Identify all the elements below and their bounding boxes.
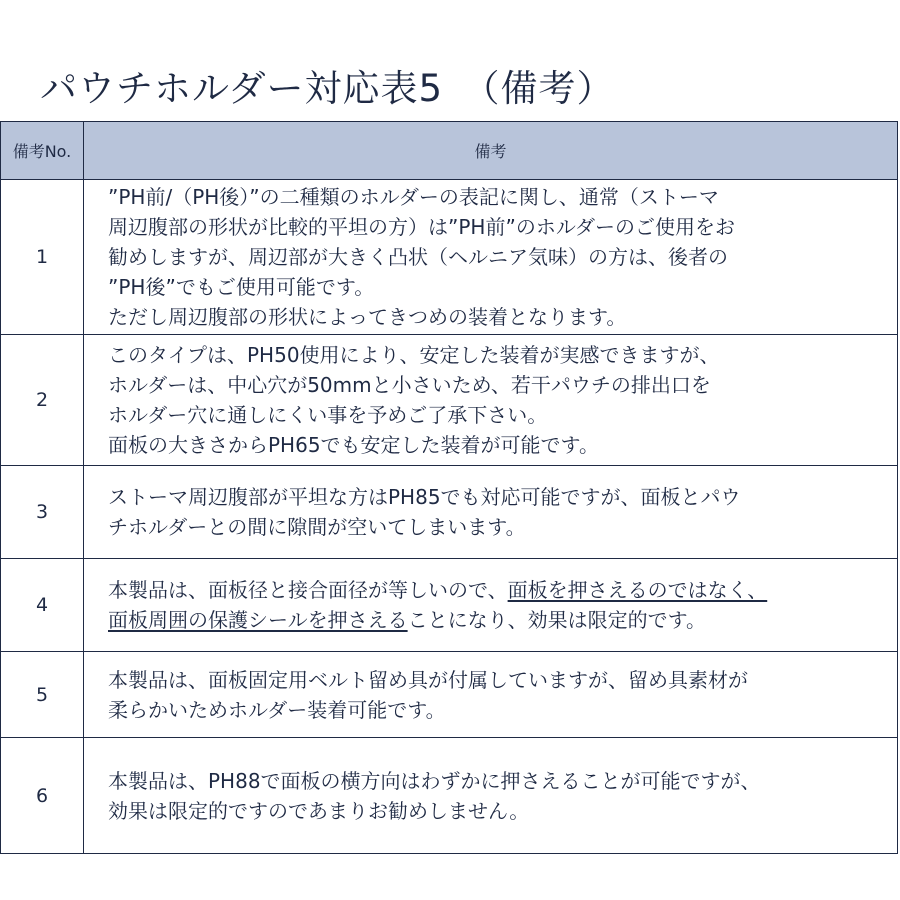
note-line: 効果は限定的ですのであまりお勧めしません。 [108,798,530,823]
note-line: ”PH前/（PH後）”の二種類のホルダーの表記に関し、通常（ストーマ [108,185,719,209]
row-number: 6 [1,738,84,854]
note-line: 柔らかいためホルダー装着可能です。 [108,697,446,722]
row-note [84,335,898,466]
note-line: ただし周辺腹部の形状によってきつめの装着となります。 [108,305,627,329]
table-row [1,559,898,652]
underlined-text: 面板を押さえるのではなく、 [507,578,768,602]
note-line: このタイプは、PH50使用により、安定した装着が実感できますが、 [108,343,720,367]
column-header-number: 備考No. [1,122,84,180]
row-note [84,180,898,335]
table-row [1,652,898,738]
row-note [84,559,898,652]
underlined-text: 面板周囲の保護シールを押さえる [108,608,408,632]
row-note [84,652,898,738]
note-line: 周辺腹部の形状が比較的平坦の方）は”PH前”のホルダーのご使用をお [108,215,736,239]
row-number: 2 [1,335,84,466]
notes-table [0,121,898,854]
row-number: 1 [1,180,84,335]
note-text: ことになり、効果は限定的です。 [407,608,707,632]
note-line: ストーマ周辺腹部が平坦な方はPH85でも対応可能ですが、面板とパウ [108,485,741,509]
note-line: 本製品は、面板固定用ベルト留め具が付属していますが、留め具素材が [108,667,748,692]
table-row [1,738,898,854]
row-note [84,738,898,854]
row-number: 5 [1,652,84,738]
note-text: 本製品は、面板径と接合面径が等しいので、 [108,578,508,602]
page-title: パウチホルダー対応表5 （備考） [40,67,615,110]
note-line: 面板の大きさからPH65でも安定した装着が可能です。 [108,433,599,457]
table-header-row [1,122,898,180]
note-line: 本製品は、PH88で面板の横方向はわずかに押さえることが可能ですが、 [108,768,761,793]
column-header-note: 備考 [84,122,898,180]
table-row [1,335,898,466]
row-number: 3 [1,466,84,559]
note-line: チホルダーとの間に隙間が空いてしまいます。 [108,515,526,539]
note-line: 勧めしますが、周辺部が大きく凸状（ヘルニア気味）の方は、後者の [108,245,728,269]
note-line: ”PH後”でもご使用可能です。 [108,275,375,299]
note-line: ホルダーは、中心穴が50mmと小さいため、若干パウチの排出口を [108,373,711,397]
row-note [84,466,898,559]
row-number: 4 [1,559,84,652]
table-row [1,180,898,335]
note-line: ホルダー穴に通しにくい事を予めご了承下さい。 [108,403,548,427]
note-line [108,575,889,605]
note-line [108,605,889,635]
table-row [1,466,898,559]
